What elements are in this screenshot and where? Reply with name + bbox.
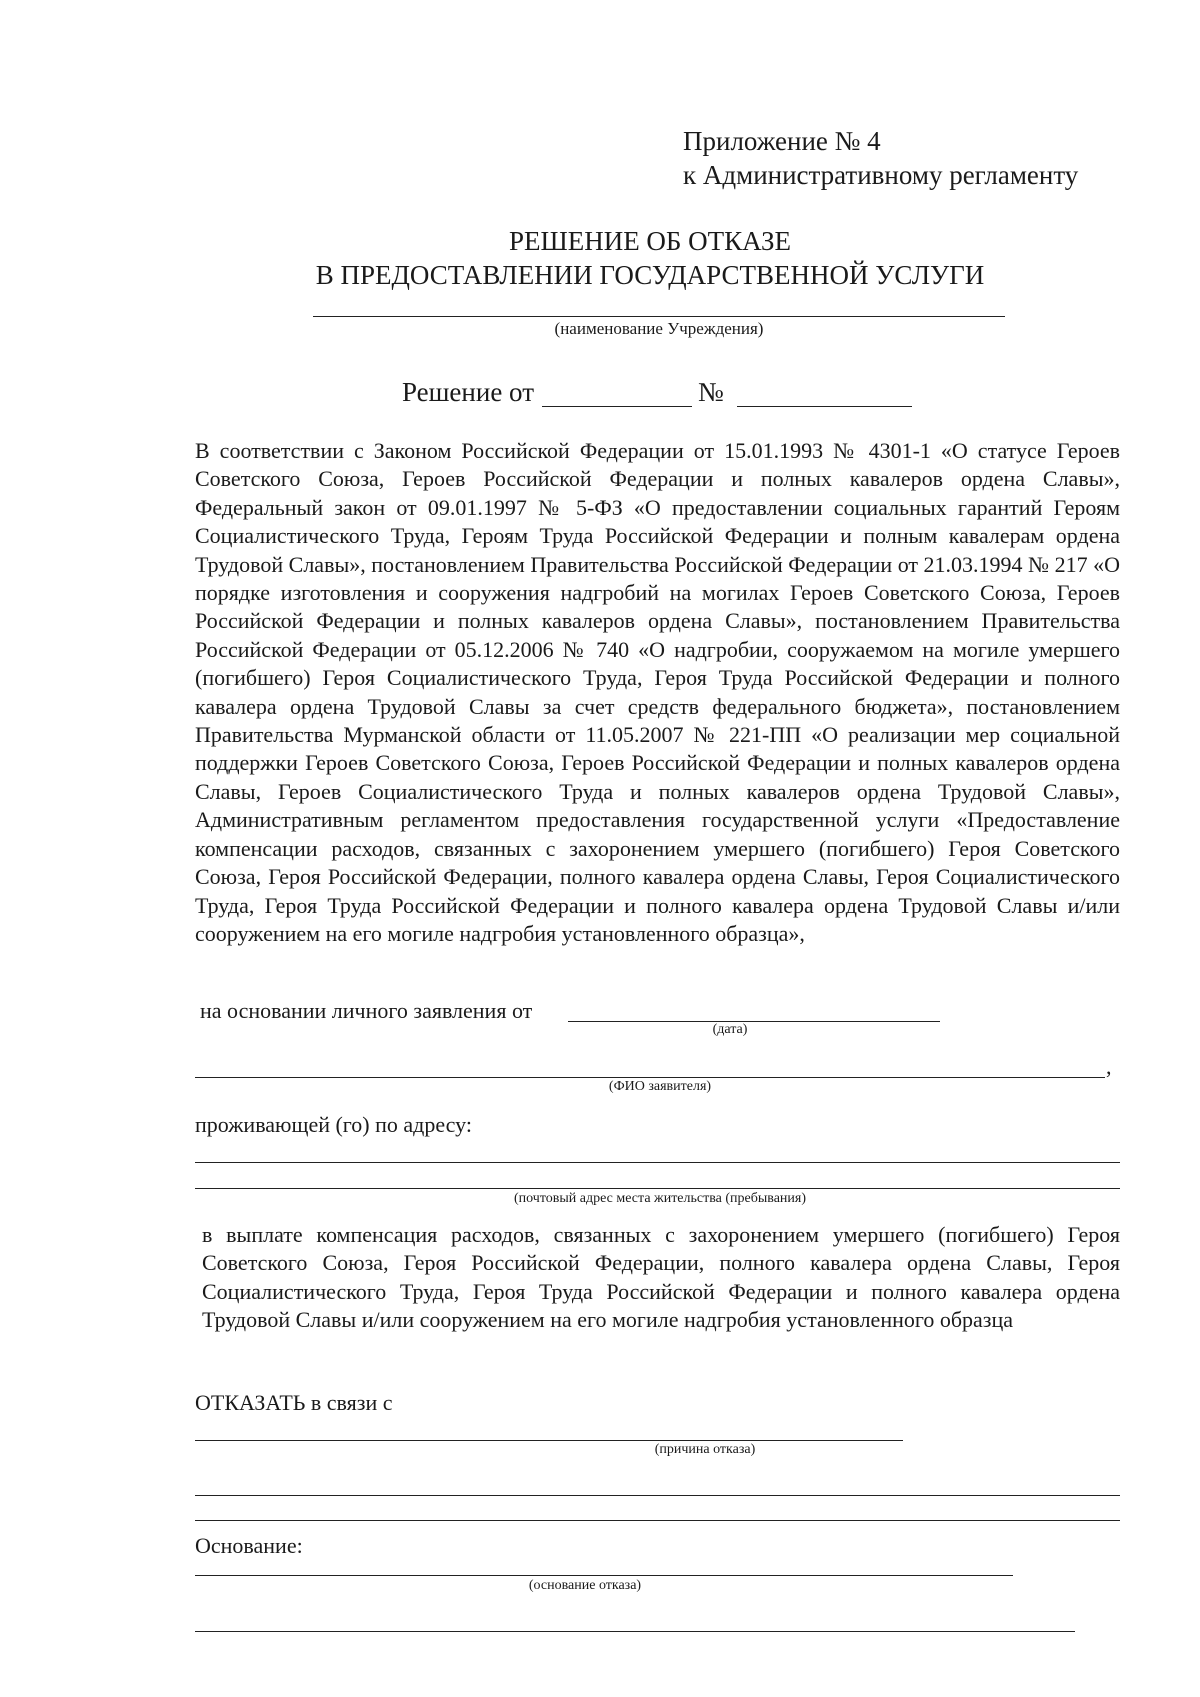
institution-name-line <box>313 316 1005 317</box>
decision-label: Решение от <box>402 377 534 407</box>
refusal-label: ОТКАЗАТЬ в связи с <box>195 1390 393 1415</box>
applicant-name-line <box>195 1077 1105 1078</box>
basis-caption: (основание отказа) <box>528 1578 642 1593</box>
appendix-number: Приложение № 4 <box>683 126 881 156</box>
document-title <box>200 224 1100 292</box>
basis-label: Основание: <box>195 1533 303 1558</box>
address-line-2 <box>195 1188 1120 1189</box>
refusal-line-3 <box>195 1520 1120 1521</box>
address-caption: (почтовый адрес места жительства (пребывания) <box>514 1191 806 1206</box>
applicant-comma: , <box>1106 1054 1112 1079</box>
decision-number-label: № <box>698 377 724 407</box>
appendix-regulation: к Административному регламенту <box>683 160 1079 190</box>
title-line-1: РЕШЕНИЕ ОБ ОТКАЗЕ <box>508 226 792 256</box>
address-label: проживающей (го) по адресу: <box>195 1112 472 1137</box>
date-caption: (дата) <box>712 1022 748 1037</box>
institution-caption: (наименование Учреждения) <box>554 319 764 338</box>
refusal-reason-caption: (причина отказа) <box>654 1442 756 1457</box>
application-label: на основании личного заявления от <box>200 998 533 1023</box>
payment-paragraph: в выплате компенсация расходов, связанных с захоронением умершего (погибшего) Героя Советского Союза, Героя Российской Федерации, полного кавалера ордена Славы, Героя Социалистического Труда, Героя Труда Российской Федерации и полного кавалера ордена Трудовой Славы и/или сооружением на его могиле надгробия установленного образца <box>202 1222 1120 1333</box>
decision-date-line <box>542 406 692 407</box>
applicant-caption: (ФИО заявителя) <box>608 1079 712 1094</box>
appendix-header <box>683 124 1078 192</box>
decision-number-line <box>737 406 912 407</box>
refusal-reason-line <box>195 1440 903 1441</box>
refusal-line-2 <box>195 1495 1120 1496</box>
address-line-1 <box>195 1162 1120 1163</box>
basis-line-2 <box>195 1631 1075 1632</box>
legal-basis-paragraph: В соответствии с Законом Российской Федерации от 15.01.1993 № 4301-1 «О статусе Героев Советского Союза, Героев Российской Федерации и полных кавалеров ордена Славы», Федеральный закон от 09.01.1997 № 5-ФЗ «О предоставлении социальных гарантий Героям Социалистического Труда, Героям Труда Российской Федерации и полным кавалерам ордена Трудовой Славы», постановлением Правительства Российской Федерации от 21.03.1994 № 217 «О порядке изготовления и сооружения надгробий на могилах Героев Советского Союза, Героев Российской Федерации и полных кавалеров ордена Славы», постановлением Правительства Российской Федерации от 05.12.2006 № 740 «О надгробии, сооружаемом на могиле умершего (погибшего) Героя Социалистического Труда, Героя Труда Российской Федерации и полного кавалера ордена Трудовой Славы за счет средств федерального бюджета», постановлением Правительства Мурманской области от 11.05.2007 № 221-ПП «О реализации мер социальной поддержки Героев Советского Союза, Героев Российской Федерации и полных кавалеров ордена Славы, Героев Социалистического Труда и полных кавалеров ордена Трудовой Славы», Административным регламентом предоставления государственной услуги «Предоставление компенсации расходов, связанных с захоронением умершего (погибшего) Героя Советского Союза, Героя Российской Федерации, полного кавалера ордена Славы, Героя Социалистического Труда, Героя Труда Российской Федерации и полного кавалера ордена Трудовой Славы и/или сооружением на его могиле надгробия установленного образца», <box>195 438 1120 946</box>
basis-line <box>195 1575 1013 1576</box>
title-line-2: В ПРЕДОСТАВЛЕНИИ ГОСУДАРСТВЕННОЙ УСЛУГИ <box>315 260 985 290</box>
